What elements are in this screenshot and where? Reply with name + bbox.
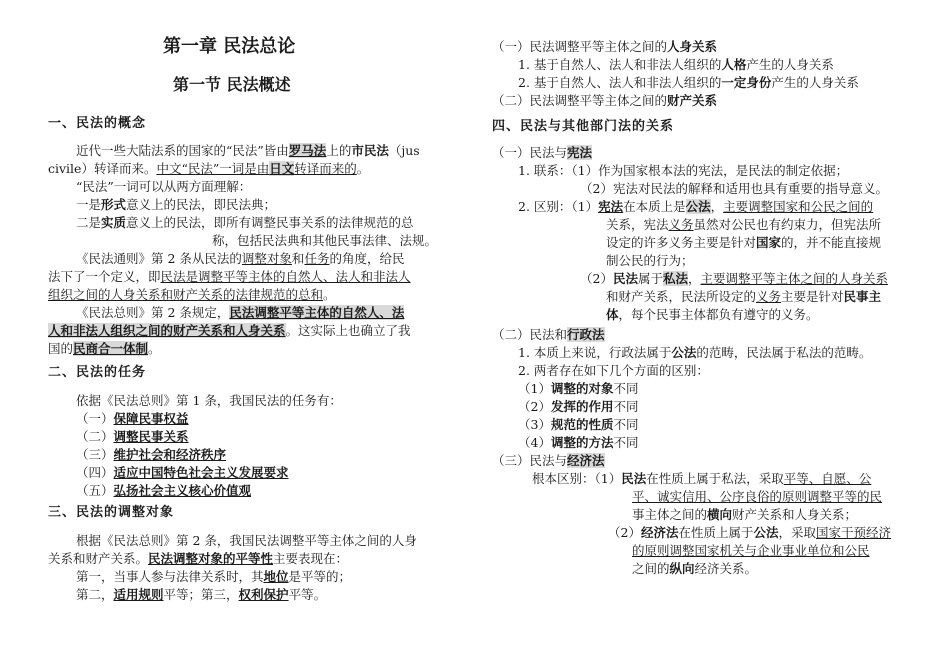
- paragraph-line: 根据《民法总则》第 2 条，我国民法调整平等主体之间的人身: [76, 533, 417, 548]
- paragraph-line: 1. 基于自然人、法人和非法人组织的人格产生的人身关系: [518, 57, 834, 72]
- paragraph-line: 依据《民法总则》第 1 条，我国民法的任务有：: [76, 393, 342, 408]
- paragraph-line: （一）民法与宪法: [492, 145, 593, 160]
- paragraph-line: 近代一些大陆法系的国家的“民法”皆由罗马法上的市民法（jus: [76, 143, 420, 158]
- task-item: （三）维护社会和经济秩序: [76, 447, 227, 462]
- section-title: 第一节 民法概述: [173, 75, 291, 94]
- paragraph-line: （2）民法属于私法，主要调整平等主体之间的人身关系: [580, 271, 889, 286]
- paragraph-line: （二）民法调整平等主体之间的财产关系: [492, 93, 718, 108]
- paragraph-line: 关系，宪法义务虽然对公民也有约束力，但宪法所: [606, 217, 882, 232]
- heading-objects: 三、民法的调整对象: [48, 505, 175, 520]
- paragraph-line: 2. 基于自然人、法人和非法人组织的一定身份产生的人身关系: [518, 75, 859, 90]
- paragraph-line: 2. 两者存在如下几个方面的区别：: [518, 363, 709, 378]
- paragraph-line: 事主体之间的横向财产关系和人身关系；: [632, 507, 858, 522]
- paragraph-line: 一是形式意义上的民法，即民法典；: [76, 197, 277, 212]
- paragraph-line: （三）民法与经济法: [492, 453, 605, 468]
- paragraph-line: 根本区别：（1）民法在性质上属于私法，采取平等、自愿、公: [532, 471, 872, 486]
- highlight-roman-law: 罗马法: [288, 143, 327, 158]
- paragraph-line: 人和非法人组织之间的财产关系和人身关系。这实际上也确立了我: [48, 323, 411, 338]
- paragraph-line: 制公民的行为；: [606, 253, 694, 268]
- task-item: （四）适应中国特色社会主义发展要求: [76, 465, 289, 480]
- paragraph-line: 和财产关系，民法所设定的义务主要是针对民事主: [606, 289, 882, 304]
- task-item: （一）保障民事权益: [76, 411, 189, 426]
- paragraph-line: 1. 联系：（1）作为国家根本法的宪法，是民法的制定依据；: [518, 163, 849, 178]
- diff-item: （4）调整的方法不同: [518, 435, 639, 450]
- paragraph-line: 关系和财产关系。民法调整对象的平等性主要表现在：: [48, 551, 349, 566]
- paragraph-line: 国的民商合一体制。: [48, 341, 161, 356]
- heading-relations: 四、民法与其他部门法的关系: [492, 119, 675, 134]
- highlight-civil-commercial: 民商合一体制: [73, 341, 149, 356]
- chapter-title: 第一章 民法总论: [163, 36, 296, 57]
- paragraph-line: （二）民法和行政法: [492, 327, 605, 342]
- paragraph-line: 之间的纵向经济关系。: [632, 561, 758, 576]
- paragraph-line: 体，每个民事主体都负有遵守的义务。: [606, 307, 819, 322]
- paragraph-line: 《民法通则》第 2 条从民法的调整对象和任务的角度，给民: [76, 251, 405, 266]
- paragraph-line: （2）宪法对民法的解释和适用也具有重要的指导意义。: [580, 181, 888, 196]
- paragraph-line: 组织之间的人身关系和财产关系的法律规范的总和。: [48, 287, 336, 302]
- paragraph-line: （一）民法调整平等主体之间的人身关系: [492, 39, 718, 54]
- diff-item: （1）调整的对象不同: [518, 381, 639, 396]
- task-item: （五）弘扬社会主义核心价值观: [76, 483, 252, 498]
- heading-concept: 一、民法的概念: [48, 116, 147, 131]
- paragraph-line: 称，包括民法典和其他民事法律、法规。: [212, 233, 438, 248]
- paragraph-line: 1. 本质上来说，行政法属于公法的范畴，民法属于私法的范畴。: [518, 345, 872, 360]
- paragraph-line: （2）经济法在性质上属于公法，采取国家干预经济: [608, 525, 892, 540]
- paragraph-line: 二是实质意义上的民法，即所有调整民事关系的法律规范的总: [76, 215, 414, 230]
- task-item: （二）调整民事关系: [76, 429, 189, 444]
- highlight-japanese: 日文: [269, 161, 295, 176]
- paragraph-line: 2. 区别：（1）宪法在本质上是公法，主要调整国家和公民之间的: [518, 199, 874, 214]
- diff-item: （2）发挥的作用不同: [518, 399, 639, 414]
- paragraph-line: 平、诚实信用、公序良俗的原则调整平等的民: [632, 489, 883, 504]
- paragraph-line: 法下了一个定义，即民法是调整平等主体的自然人、法人和非法人: [48, 269, 411, 284]
- paragraph-line: 的原则调整国家机关与企业事业单位和公民: [632, 543, 870, 558]
- paragraph-line: 设定的许多义务主要是针对国家的，并不能直接规: [606, 235, 882, 250]
- paragraph-line: 第二，适用规则平等；第三，权利保护平等。: [76, 587, 327, 602]
- heading-tasks: 二、民法的任务: [48, 365, 147, 380]
- diff-item: （3）规范的性质不同: [518, 417, 639, 432]
- paragraph-line: 第一，当事人参与法律关系时，其地位是平等的；: [76, 569, 352, 584]
- paragraph-line: 《民法总则》第 2 条规定，民法调整平等主体的自然人、法: [76, 305, 405, 320]
- paragraph-line: “民法”一词可以从两方面理解：: [76, 179, 252, 194]
- paragraph-line: civile）转译而来。中文“民法”一词是由日文转译而来的。: [48, 161, 370, 176]
